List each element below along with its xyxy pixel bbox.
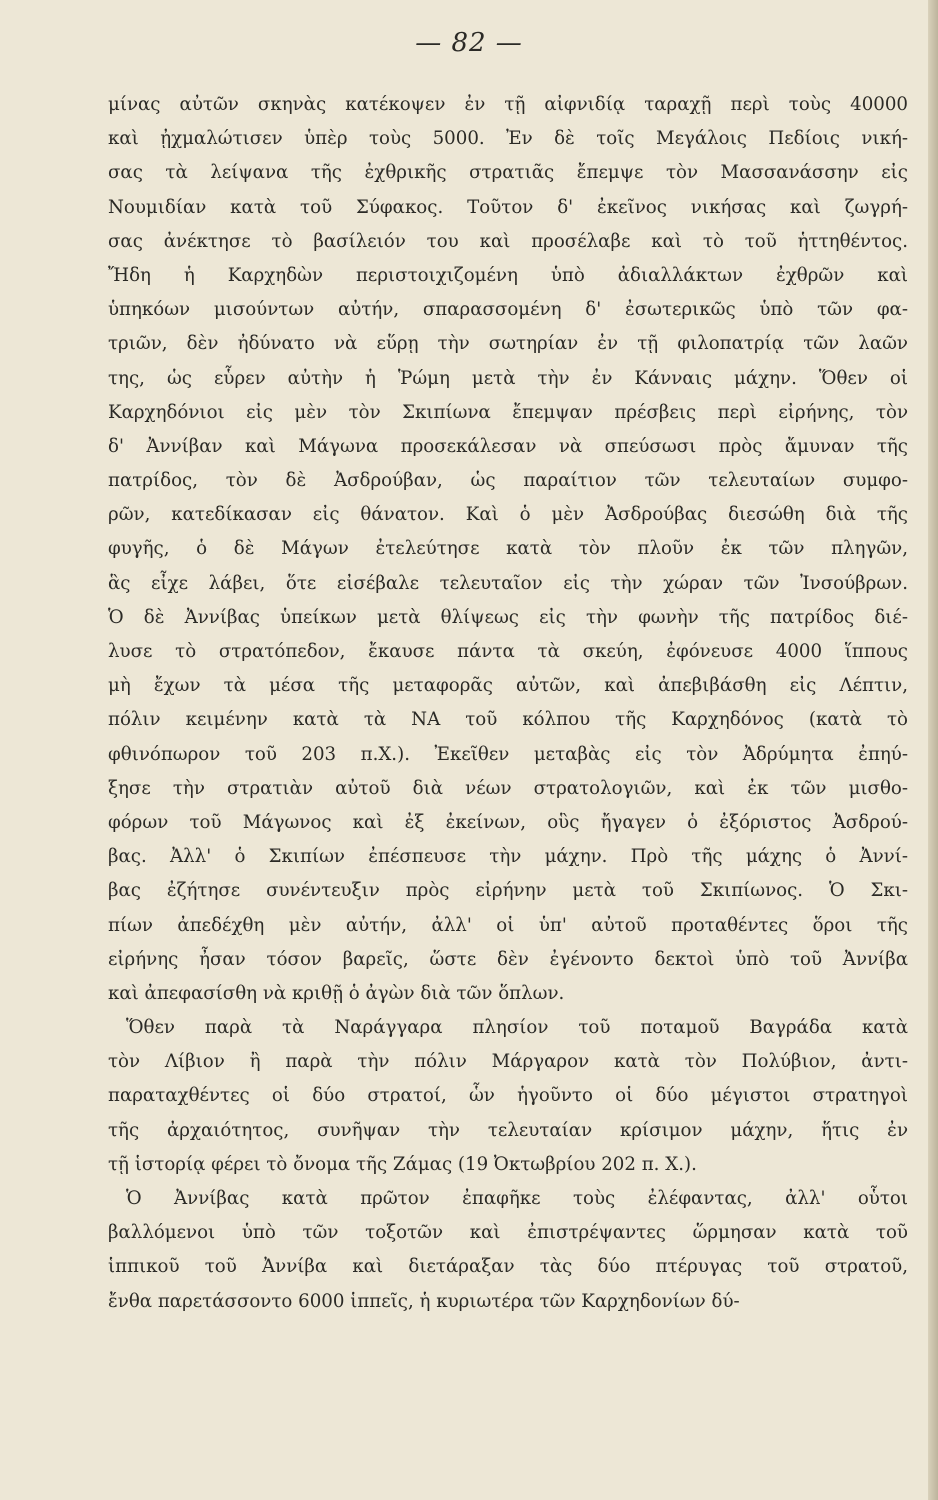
text-line: Ὁ δὲ Ἀννίβας ὑπείκων μετὰ θλίψεως εἰς τὴν φωνὴν τῆς πατρίδος διέ- <box>108 606 908 628</box>
text-line: δ' Ἀννίβαν καὶ Μάγωνα προσεκάλεσαν νὰ σπεύσωσι πρὸς ἄμυναν τῆς <box>108 435 908 457</box>
page-edge <box>928 0 938 1500</box>
paragraph <box>108 88 908 1011</box>
text-line: τριῶν, δὲν ἠδύνατο νὰ εὕρῃ τὴν σωτηρίαν ἐν τῇ φιλοπατρίᾳ τῶν λαῶν <box>108 333 908 355</box>
text-line: Ἤδη ἡ Καρχηδὼν περιστοιχιζομένη ὑπὸ ἀδιαλλάκτων ἐχθρῶν καὶ <box>108 264 908 286</box>
paragraph <box>108 1011 908 1182</box>
text-line: Καρχηδόνιοι εἰς μὲν τὸν Σκιπίωνα ἔπεμψαν πρέσβεις περὶ εἰρήνης, τὸν <box>108 401 908 423</box>
text-line: φόρων τοῦ Μάγωνος καὶ ἐξ ἐκείνων, οὓς ἤγαγεν ὁ ἐξόριστος Ἀσδρού- <box>108 811 908 833</box>
text-line: τὸν Λίβιον ἢ παρὰ τὴν πόλιν Μάργαρον κατὰ τὸν Πολύβιον, ἀντι- <box>108 1051 908 1073</box>
text-line: σας τὰ λείψανα τῆς ἐχθρικῆς στρατιᾶς ἔπεμψε τὸν Μασσανάσσην εἰς <box>108 162 908 184</box>
text-line: πόλιν κειμένην κατὰ τὰ ΝΑ τοῦ κόλπου τῆς Καρχηδόνος (κατὰ τὸ <box>108 709 908 731</box>
text-line: τῆς ἀρχαιότητος, συνῆψαν τὴν τελευταίαν κρίσιμον μάχην, ἥτις ἐν <box>108 1119 908 1141</box>
text-line: μίνας αὐτῶν σκηνὰς κατέκοψεν ἐν τῇ αἰφνιδίᾳ ταραχῇ περὶ τοὺς 40000 <box>108 94 908 115</box>
text-line: τῇ ἱστορίᾳ φέρει τὸ ὄνομα τῆς Ζάμας (19 Ὀκτωβρίου 202 π. Χ.). <box>108 1153 697 1175</box>
text-line: βας. Ἀλλ' ὁ Σκιπίων ἐπέσπευσε τὴν μάχην. Πρὸ τῆς μάχης ὁ Ἀννί- <box>108 846 908 868</box>
text-line: καὶ ἀπεφασίσθη νὰ κριθῇ ὁ ἀγὼν διὰ τῶν ὅπλων. <box>108 982 565 1004</box>
text-line: πίων ἀπεδέχθη μὲν αὐτήν, ἀλλ' οἱ ὑπ' αὐτοῦ προταθέντες ὅροι τῆς <box>108 914 908 936</box>
text-line: καὶ ᾐχμαλώτισεν ὑπὲρ τοὺς 5000. Ἐν δὲ τοῖς Μεγάλοις Πεδίοις νική- <box>108 128 908 150</box>
text-line: ἃς εἶχε λάβει, ὅτε εἰσέβαλε τελευταῖον εἰς τὴν χώραν τῶν Ἰνσούβρων. <box>108 572 908 594</box>
text-line: εἰρήνης ἦσαν τόσον βαρεῖς, ὥστε δὲν ἐγένοντο δεκτοὶ ὑπὸ τοῦ Ἀννίβα <box>108 948 908 970</box>
text-line: Ὅθεν παρὰ τὰ Ναράγγαρα πλησίον τοῦ ποταμοῦ Βαγράδα κατὰ <box>126 1017 908 1039</box>
text-line: παραταχθέντες οἱ δύο στρατοί, ὧν ἡγοῦντο οἱ δύο μέγιστοι στρατηγοὶ <box>108 1085 908 1107</box>
body-text <box>108 88 908 1319</box>
text-line: ὑπηκόων μισούντων αὐτήν, σπαρασσομένη δ' ἐσωτερικῶς ὑπὸ τῶν φα- <box>108 299 908 321</box>
text-line: βας ἐζήτησε συνέντευξιν πρὸς εἰρήνην μετὰ τοῦ Σκιπίωνος. Ὁ Σκι- <box>108 880 908 902</box>
text-line: σας ἀνέκτησε τὸ βασίλειόν του καὶ προσέλαβε καὶ τὸ τοῦ ἡττηθέντος. <box>108 230 908 252</box>
text-line: φθινόπωρον τοῦ 203 π.Χ.). Ἐκεῖθεν μεταβὰς εἰς τὸν Ἀδρύμητα ἐπηύ- <box>108 743 908 765</box>
text-line: πατρίδος, τὸν δὲ Ἀσδρούβαν, ὡς παραίτιον τῶν τελευταίων συμφο- <box>108 470 908 492</box>
text-line: ξησε τὴν στρατιὰν αὐτοῦ διὰ νέων στρατολογιῶν, καὶ ἐκ τῶν μισθο- <box>108 777 908 799</box>
paragraph <box>108 1182 908 1319</box>
text-line: της, ὡς εὗρεν αὐτὴν ἡ Ῥώμη μετὰ τὴν ἐν Κάνναις μάχην. Ὅθεν οἱ <box>108 367 908 389</box>
text-line: φυγῆς, ὁ δὲ Μάγων ἐτελεύτησε κατὰ τὸν πλοῦν ἐκ τῶν πληγῶν, <box>108 538 908 560</box>
text-line: βαλλόμενοι ὑπὸ τῶν τοξοτῶν καὶ ἐπιστρέψαντες ὥρμησαν κατὰ τοῦ <box>108 1222 908 1244</box>
text-line: Ὁ Ἀννίβας κατὰ πρῶτον ἐπαφῆκε τοὺς ἐλέφαντας, ἀλλ' οὗτοι <box>126 1188 908 1209</box>
text-line: ρῶν, κατεδίκασαν εἰς θάνατον. Καὶ ὁ μὲν Ἀσδρούβας διεσώθη διὰ τῆς <box>108 504 908 526</box>
text-line: ἔνθα παρετάσσοντο 6000 ἱππεῖς, ἡ κυριωτέρα τῶν Καρχηδονίων δύ- <box>108 1290 740 1312</box>
text-line: λυσε τὸ στρατόπεδον, ἔκαυσε πάντα τὰ σκεύη, ἐφόνευσε 4000 ἵππους <box>108 641 908 662</box>
text-line: μὴ ἔχων τὰ μέσα τῆς μεταφορᾶς αὐτῶν, καὶ ἀπεβιβάσθη εἰς Λέπτιν, <box>108 675 908 697</box>
text-line: Νουμιδίαν κατὰ τοῦ Σύφακος. Τοῦτον δ' ἐκεῖνος νικήσας καὶ ζωγρή- <box>108 196 908 218</box>
text-line: ἱππικοῦ τοῦ Ἀννίβα καὶ διετάραξαν τὰς δύο πτέρυγας τοῦ στρατοῦ, <box>108 1256 908 1278</box>
page-number: — 82 — <box>415 28 523 58</box>
